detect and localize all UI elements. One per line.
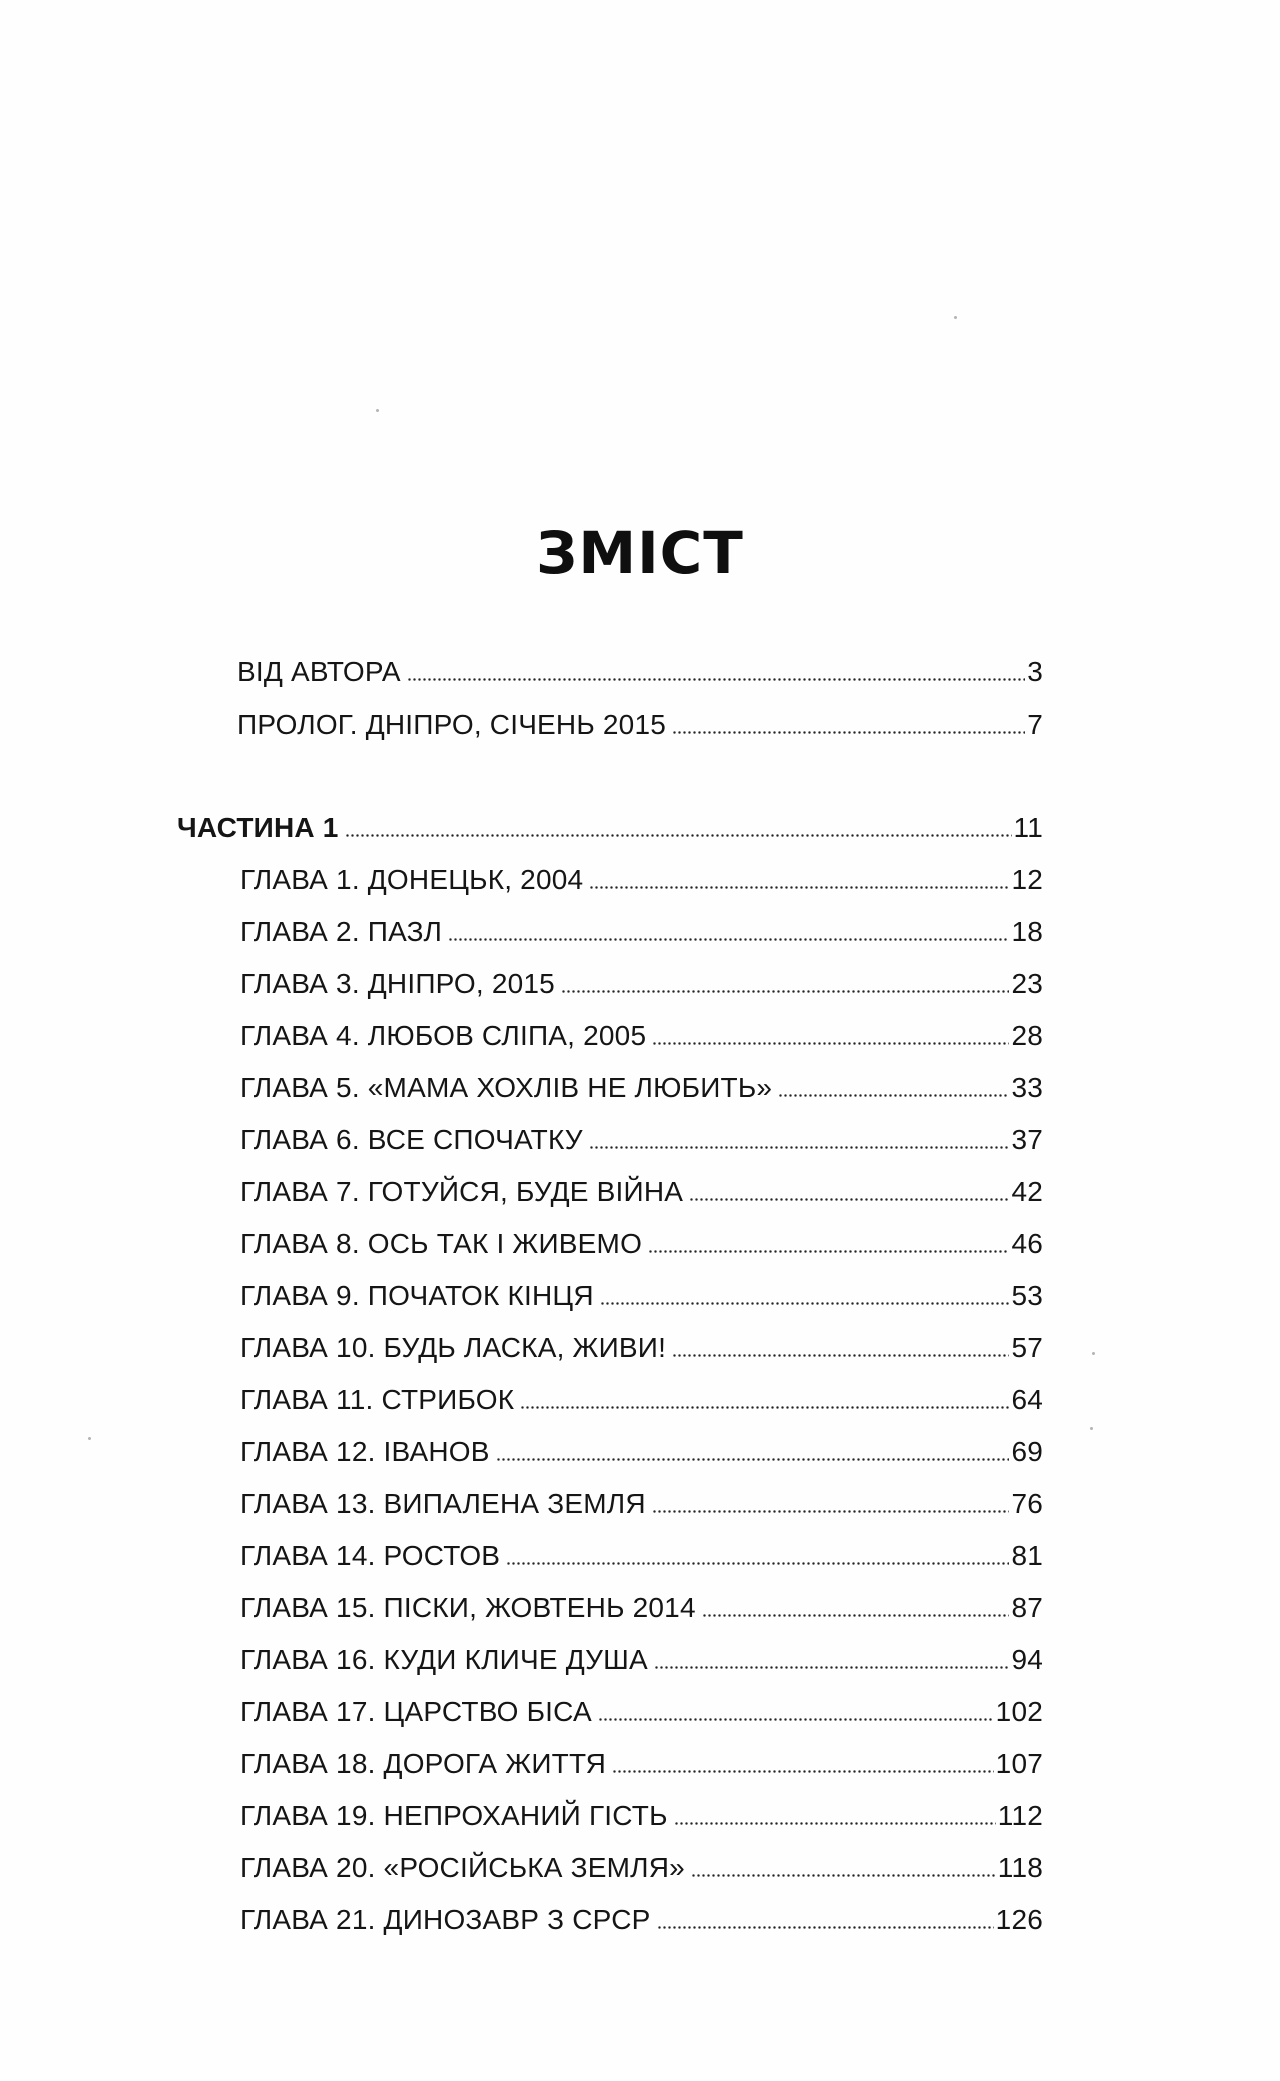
toc-chapter-label: ГЛАВА 7. ГОТУЙСЯ, БУДЕ ВІЙНА bbox=[240, 1176, 684, 1207]
toc-chapter-page: 76 bbox=[1011, 1488, 1043, 1519]
dot-leader bbox=[496, 1458, 1010, 1461]
dot-leader bbox=[600, 1302, 1010, 1305]
toc-chapter-19[interactable] bbox=[240, 1796, 1043, 1836]
toc-chapter-14[interactable] bbox=[240, 1536, 1043, 1576]
toc-chapter-page: 57 bbox=[1011, 1332, 1043, 1363]
toc-chapter-12[interactable] bbox=[240, 1432, 1043, 1472]
toc-chapter-13[interactable] bbox=[240, 1484, 1043, 1524]
toc-chapter-page: 126 bbox=[995, 1904, 1043, 1935]
toc-chapter-label: ГЛАВА 9. ПОЧАТОК КІНЦЯ bbox=[240, 1280, 594, 1311]
dot-leader bbox=[652, 1510, 1010, 1513]
toc-chapter-page: 23 bbox=[1011, 968, 1043, 999]
toc-chapter-page: 18 bbox=[1011, 916, 1043, 947]
dot-leader bbox=[652, 1042, 1009, 1045]
toc-chapter-page: 107 bbox=[995, 1748, 1043, 1779]
toc-chapter-page: 12 bbox=[1011, 864, 1043, 895]
toc-chapter-10[interactable] bbox=[240, 1328, 1043, 1368]
dot-leader bbox=[648, 1250, 1009, 1253]
toc-part-label: ЧАСТИНА 1 bbox=[177, 812, 339, 843]
toc-chapter-label: ГЛАВА 6. ВСЕ СПОЧАТКУ bbox=[240, 1124, 583, 1155]
scan-speck bbox=[88, 1437, 91, 1440]
toc-chapter-page: 69 bbox=[1011, 1436, 1043, 1467]
toc-chapter-label: ГЛАВА 13. ВИПАЛЕНА ЗЕМЛЯ bbox=[240, 1488, 646, 1519]
toc-chapter-label: ГЛАВА 1. ДОНЕЦЬК, 2004 bbox=[240, 864, 584, 895]
toc-chapter-label: ГЛАВА 4. ЛЮБОВ СЛІПА, 2005 bbox=[240, 1020, 647, 1051]
dot-leader bbox=[561, 990, 1010, 993]
dot-leader bbox=[448, 938, 1009, 941]
scan-speck bbox=[376, 409, 379, 412]
toc-chapter-3[interactable] bbox=[240, 964, 1043, 1004]
scan-speck bbox=[954, 316, 957, 319]
toc-chapter-label: ГЛАВА 15. ПІСКИ, ЖОВТЕНЬ 2014 bbox=[240, 1592, 696, 1623]
dot-leader bbox=[612, 1770, 994, 1773]
toc-chapter-page: 28 bbox=[1011, 1020, 1043, 1051]
dot-leader bbox=[407, 678, 1025, 681]
toc-chapter-page: 102 bbox=[995, 1696, 1043, 1727]
toc-chapter-page: 33 bbox=[1011, 1072, 1043, 1103]
dot-leader bbox=[674, 1822, 996, 1825]
toc-chapter-label: ГЛАВА 5. «МАМА ХОХЛІВ НЕ ЛЮБИТЬ» bbox=[240, 1072, 773, 1103]
toc-chapter-11[interactable] bbox=[240, 1380, 1043, 1420]
dot-leader bbox=[654, 1666, 1010, 1669]
toc-chapter-page: 46 bbox=[1011, 1228, 1043, 1259]
dot-leader bbox=[345, 834, 1012, 837]
toc-chapter-label: ГЛАВА 14. РОСТОВ bbox=[240, 1540, 501, 1571]
toc-chapter-18[interactable] bbox=[240, 1744, 1043, 1784]
toc-chapter-label: ГЛАВА 19. НЕПРОХАНИЙ ГІСТЬ bbox=[240, 1800, 668, 1831]
toc-chapter-label: ГЛАВА 16. КУДИ КЛИЧЕ ДУША bbox=[240, 1644, 648, 1675]
toc-chapter-page: 64 bbox=[1011, 1384, 1043, 1415]
toc-chapter-label: ГЛАВА 20. «РОСІЙСЬКА ЗЕМЛЯ» bbox=[240, 1852, 685, 1883]
toc-chapter-21[interactable] bbox=[240, 1900, 1043, 1940]
toc-chapter-label: ГЛАВА 11. СТРИБОК bbox=[240, 1384, 515, 1415]
toc-chapter-page: 87 bbox=[1011, 1592, 1043, 1623]
toc-entry-author-note[interactable] bbox=[237, 652, 1043, 692]
dot-leader bbox=[702, 1614, 1010, 1617]
toc-chapter-page: 112 bbox=[997, 1800, 1043, 1831]
toc-chapter-5[interactable] bbox=[240, 1068, 1043, 1108]
toc-chapter-label: ГЛАВА 17. ЦАРСТВО БІСА bbox=[240, 1696, 592, 1727]
dot-leader bbox=[691, 1874, 996, 1877]
toc-chapter-9[interactable] bbox=[240, 1276, 1043, 1316]
toc-chapter-label: ГЛАВА 21. ДИНОЗАВР З СРСР bbox=[240, 1904, 651, 1935]
dot-leader bbox=[506, 1562, 1009, 1565]
toc-entry-prologue[interactable] bbox=[237, 705, 1043, 745]
dot-leader bbox=[520, 1406, 1009, 1409]
toc-chapter-17[interactable] bbox=[240, 1692, 1043, 1732]
toc-chapter-page: 94 bbox=[1011, 1644, 1043, 1675]
toc-chapter-label: ГЛАВА 10. БУДЬ ЛАСКА, ЖИВИ! bbox=[240, 1332, 667, 1363]
toc-chapter-page: 42 bbox=[1011, 1176, 1043, 1207]
dot-leader bbox=[657, 1926, 994, 1929]
toc-entry-page: 3 bbox=[1027, 656, 1043, 687]
dot-leader bbox=[589, 886, 1009, 889]
toc-chapter-label: ГЛАВА 12. ІВАНОВ bbox=[240, 1436, 490, 1467]
dot-leader bbox=[672, 731, 1025, 734]
toc-chapter-8[interactable] bbox=[240, 1224, 1043, 1264]
toc-chapter-15[interactable] bbox=[240, 1588, 1043, 1628]
toc-chapter-page: 118 bbox=[997, 1852, 1043, 1883]
toc-part-page: 11 bbox=[1013, 812, 1043, 843]
dot-leader bbox=[672, 1354, 1009, 1357]
toc-chapter-page: 37 bbox=[1011, 1124, 1043, 1155]
toc-chapter-1[interactable] bbox=[240, 860, 1043, 900]
toc-entry-label: ВІД АВТОРА bbox=[237, 656, 401, 687]
toc-chapter-label: ГЛАВА 8. ОСЬ ТАК І ЖИВЕМО bbox=[240, 1228, 643, 1259]
toc-chapter-page: 81 bbox=[1011, 1540, 1043, 1571]
dot-leader bbox=[778, 1094, 1009, 1097]
toc-chapter-label: ГЛАВА 2. ПАЗЛ bbox=[240, 916, 443, 947]
toc-chapter-label: ГЛАВА 18. ДОРОГА ЖИТТЯ bbox=[240, 1748, 607, 1779]
scan-speck bbox=[1090, 1427, 1093, 1430]
toc-chapter-6[interactable] bbox=[240, 1120, 1043, 1160]
toc-entry-label: ПРОЛОГ. ДНІПРО, СІЧЕНЬ 2015 bbox=[237, 709, 666, 740]
toc-chapter-4[interactable] bbox=[240, 1016, 1043, 1056]
toc-entry-page: 7 bbox=[1027, 709, 1043, 740]
toc-part-1[interactable] bbox=[177, 808, 1043, 848]
toc-chapter-2[interactable] bbox=[240, 912, 1043, 952]
toc-chapter-16[interactable] bbox=[240, 1640, 1043, 1680]
dot-leader bbox=[598, 1718, 994, 1721]
scan-speck bbox=[1092, 1352, 1095, 1355]
toc-chapter-7[interactable] bbox=[240, 1172, 1043, 1212]
dot-leader bbox=[589, 1146, 1010, 1149]
dot-leader bbox=[689, 1198, 1009, 1201]
toc-chapter-label: ГЛАВА 3. ДНІПРО, 2015 bbox=[240, 968, 555, 999]
toc-chapter-page: 53 bbox=[1011, 1280, 1043, 1311]
toc-chapter-20[interactable] bbox=[240, 1848, 1043, 1888]
toc-title: ЗМІСТ bbox=[536, 519, 744, 587]
